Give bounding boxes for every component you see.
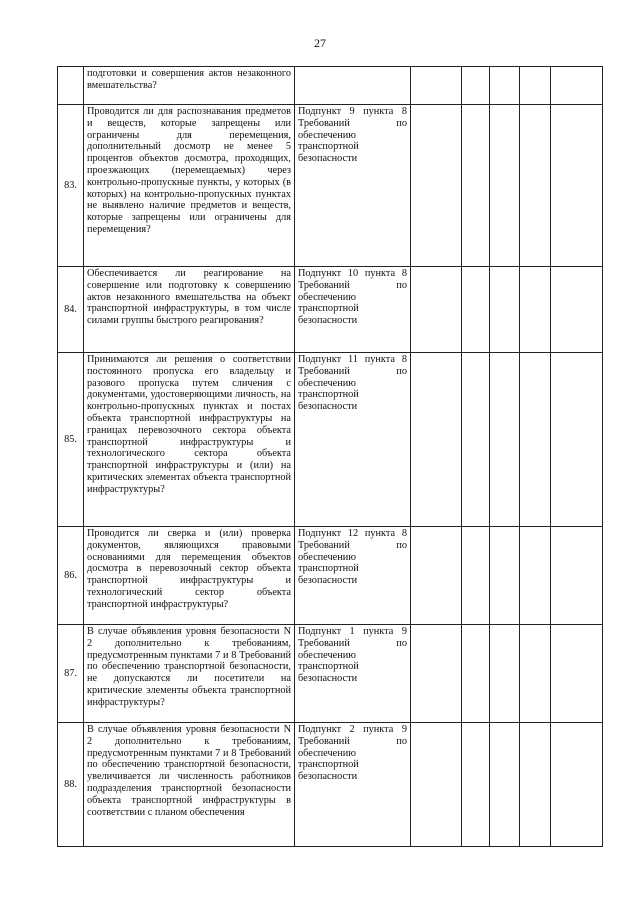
reference-cell	[295, 67, 411, 105]
answer-extra-cell	[520, 353, 551, 527]
reference-cell: Подпункт 12 пункта 8 Требований по обеспечению транспортной безопасности	[295, 527, 411, 625]
answer-no-cell	[462, 353, 490, 527]
answer-na-cell	[490, 625, 520, 723]
question-cell: В случае объявления уровня безопасности N 2 дополнительно к требованиям, предусмотренным пунктами 7 и 8 Требований по обеспечению транспортной безопасности, увеличивается ли численность работников подразделения транспортной безопасности объекта транспортной инфраструктуры в соответствии с планом обеспечения	[84, 723, 295, 847]
question-cell: подготовки и совершения актов незаконного вмешательства?	[84, 67, 295, 105]
answer-yes-cell	[411, 67, 462, 105]
notes-cell	[551, 353, 603, 527]
row-number: 86.	[58, 527, 84, 625]
answer-na-cell	[490, 267, 520, 353]
row-number: 87.	[58, 625, 84, 723]
notes-cell	[551, 67, 603, 105]
checklist-table	[57, 66, 603, 847]
question-cell: Проводится ли для распознавания предметов и веществ, которые запрещены или ограничены для перемещения, дополнительный досмотр не менее 5 процентов объектов досмотра, проходящих, проезжающих (перемещаемых) через контрольно-пропускные пункты, у которых (в которых) на контрольно-пропускных пунктах не выявлено наличие предметов и веществ, которые запрещены или ограничены для перемещения?	[84, 105, 295, 267]
answer-yes-cell	[411, 353, 462, 527]
table-row	[58, 105, 603, 267]
answer-extra-cell	[520, 267, 551, 353]
table-row	[58, 527, 603, 625]
page-number: 27	[314, 36, 326, 50]
answer-na-cell	[490, 353, 520, 527]
row-number: 83.	[58, 105, 84, 267]
reference-cell: Подпункт 9 пункта 8 Требований по обеспечению транспортной безопасности	[295, 105, 411, 267]
answer-yes-cell	[411, 527, 462, 625]
answer-no-cell	[462, 105, 490, 267]
table-row	[58, 625, 603, 723]
notes-cell	[551, 723, 603, 847]
answer-no-cell	[462, 625, 490, 723]
answer-yes-cell	[411, 267, 462, 353]
row-number: 85.	[58, 353, 84, 527]
answer-extra-cell	[520, 527, 551, 625]
table-row	[58, 267, 603, 353]
answer-no-cell	[462, 67, 490, 105]
answer-yes-cell	[411, 723, 462, 847]
answer-na-cell	[490, 105, 520, 267]
row-number	[58, 67, 84, 105]
row-number: 88.	[58, 723, 84, 847]
answer-no-cell	[462, 267, 490, 353]
question-cell: Обеспечивается ли реагирование на совершение или подготовку к совершению актов незаконного вмешательства на объект транспортной инфраструктуры, в том числе силами группы быстрого реагирования?	[84, 267, 295, 353]
reference-cell: Подпункт 10 пункта 8 Требований по обеспечению транспортной безопасности	[295, 267, 411, 353]
question-cell: Проводится ли сверка и (или) проверка документов, являющихся правовыми основаниями для перемещения объектов досмотра в перевозочный сектор объекта транспортной инфраструктуры и технологический сектор объекта транспортной инфраструктуры?	[84, 527, 295, 625]
table-row	[58, 67, 603, 105]
answer-na-cell	[490, 723, 520, 847]
answer-no-cell	[462, 723, 490, 847]
answer-na-cell	[490, 67, 520, 105]
row-number: 84.	[58, 267, 84, 353]
reference-cell: Подпункт 11 пункта 8 Требований по обеспечению транспортной безопасности	[295, 353, 411, 527]
answer-yes-cell	[411, 105, 462, 267]
reference-cell: Подпункт 2 пункта 9 Требований по обеспечению транспортной безопасности	[295, 723, 411, 847]
answer-extra-cell	[520, 625, 551, 723]
answer-no-cell	[462, 527, 490, 625]
table-row	[58, 723, 603, 847]
answer-yes-cell	[411, 625, 462, 723]
question-cell: Принимаются ли решения о соответствии постоянного пропуска его владельцу и разового пропуска путем сличения с документами, удостоверяющими личность, на контрольно-пропускных пунктах и постах объекта транспортной инфраструктуры на границах перевозочного сектора объекта транспортной инфраструктуры и технологического сектора объекта транспортной инфраструктуры и (или) на критических элементах объекта транспортной инфраструктуры?	[84, 353, 295, 527]
answer-extra-cell	[520, 105, 551, 267]
question-cell: В случае объявления уровня безопасности N 2 дополнительно к требованиям, предусмотренным пунктами 7 и 8 Требований по обеспечению транспортной безопасности, не допускаются ли посетители на критические элементы объекта транспортной инфраструктуры?	[84, 625, 295, 723]
notes-cell	[551, 527, 603, 625]
notes-cell	[551, 625, 603, 723]
notes-cell	[551, 267, 603, 353]
notes-cell	[551, 105, 603, 267]
table-row	[58, 353, 603, 527]
answer-na-cell	[490, 527, 520, 625]
answer-extra-cell	[520, 723, 551, 847]
reference-cell: Подпункт 1 пункта 9 Требований по обеспечению транспортной безопасности	[295, 625, 411, 723]
answer-extra-cell	[520, 67, 551, 105]
